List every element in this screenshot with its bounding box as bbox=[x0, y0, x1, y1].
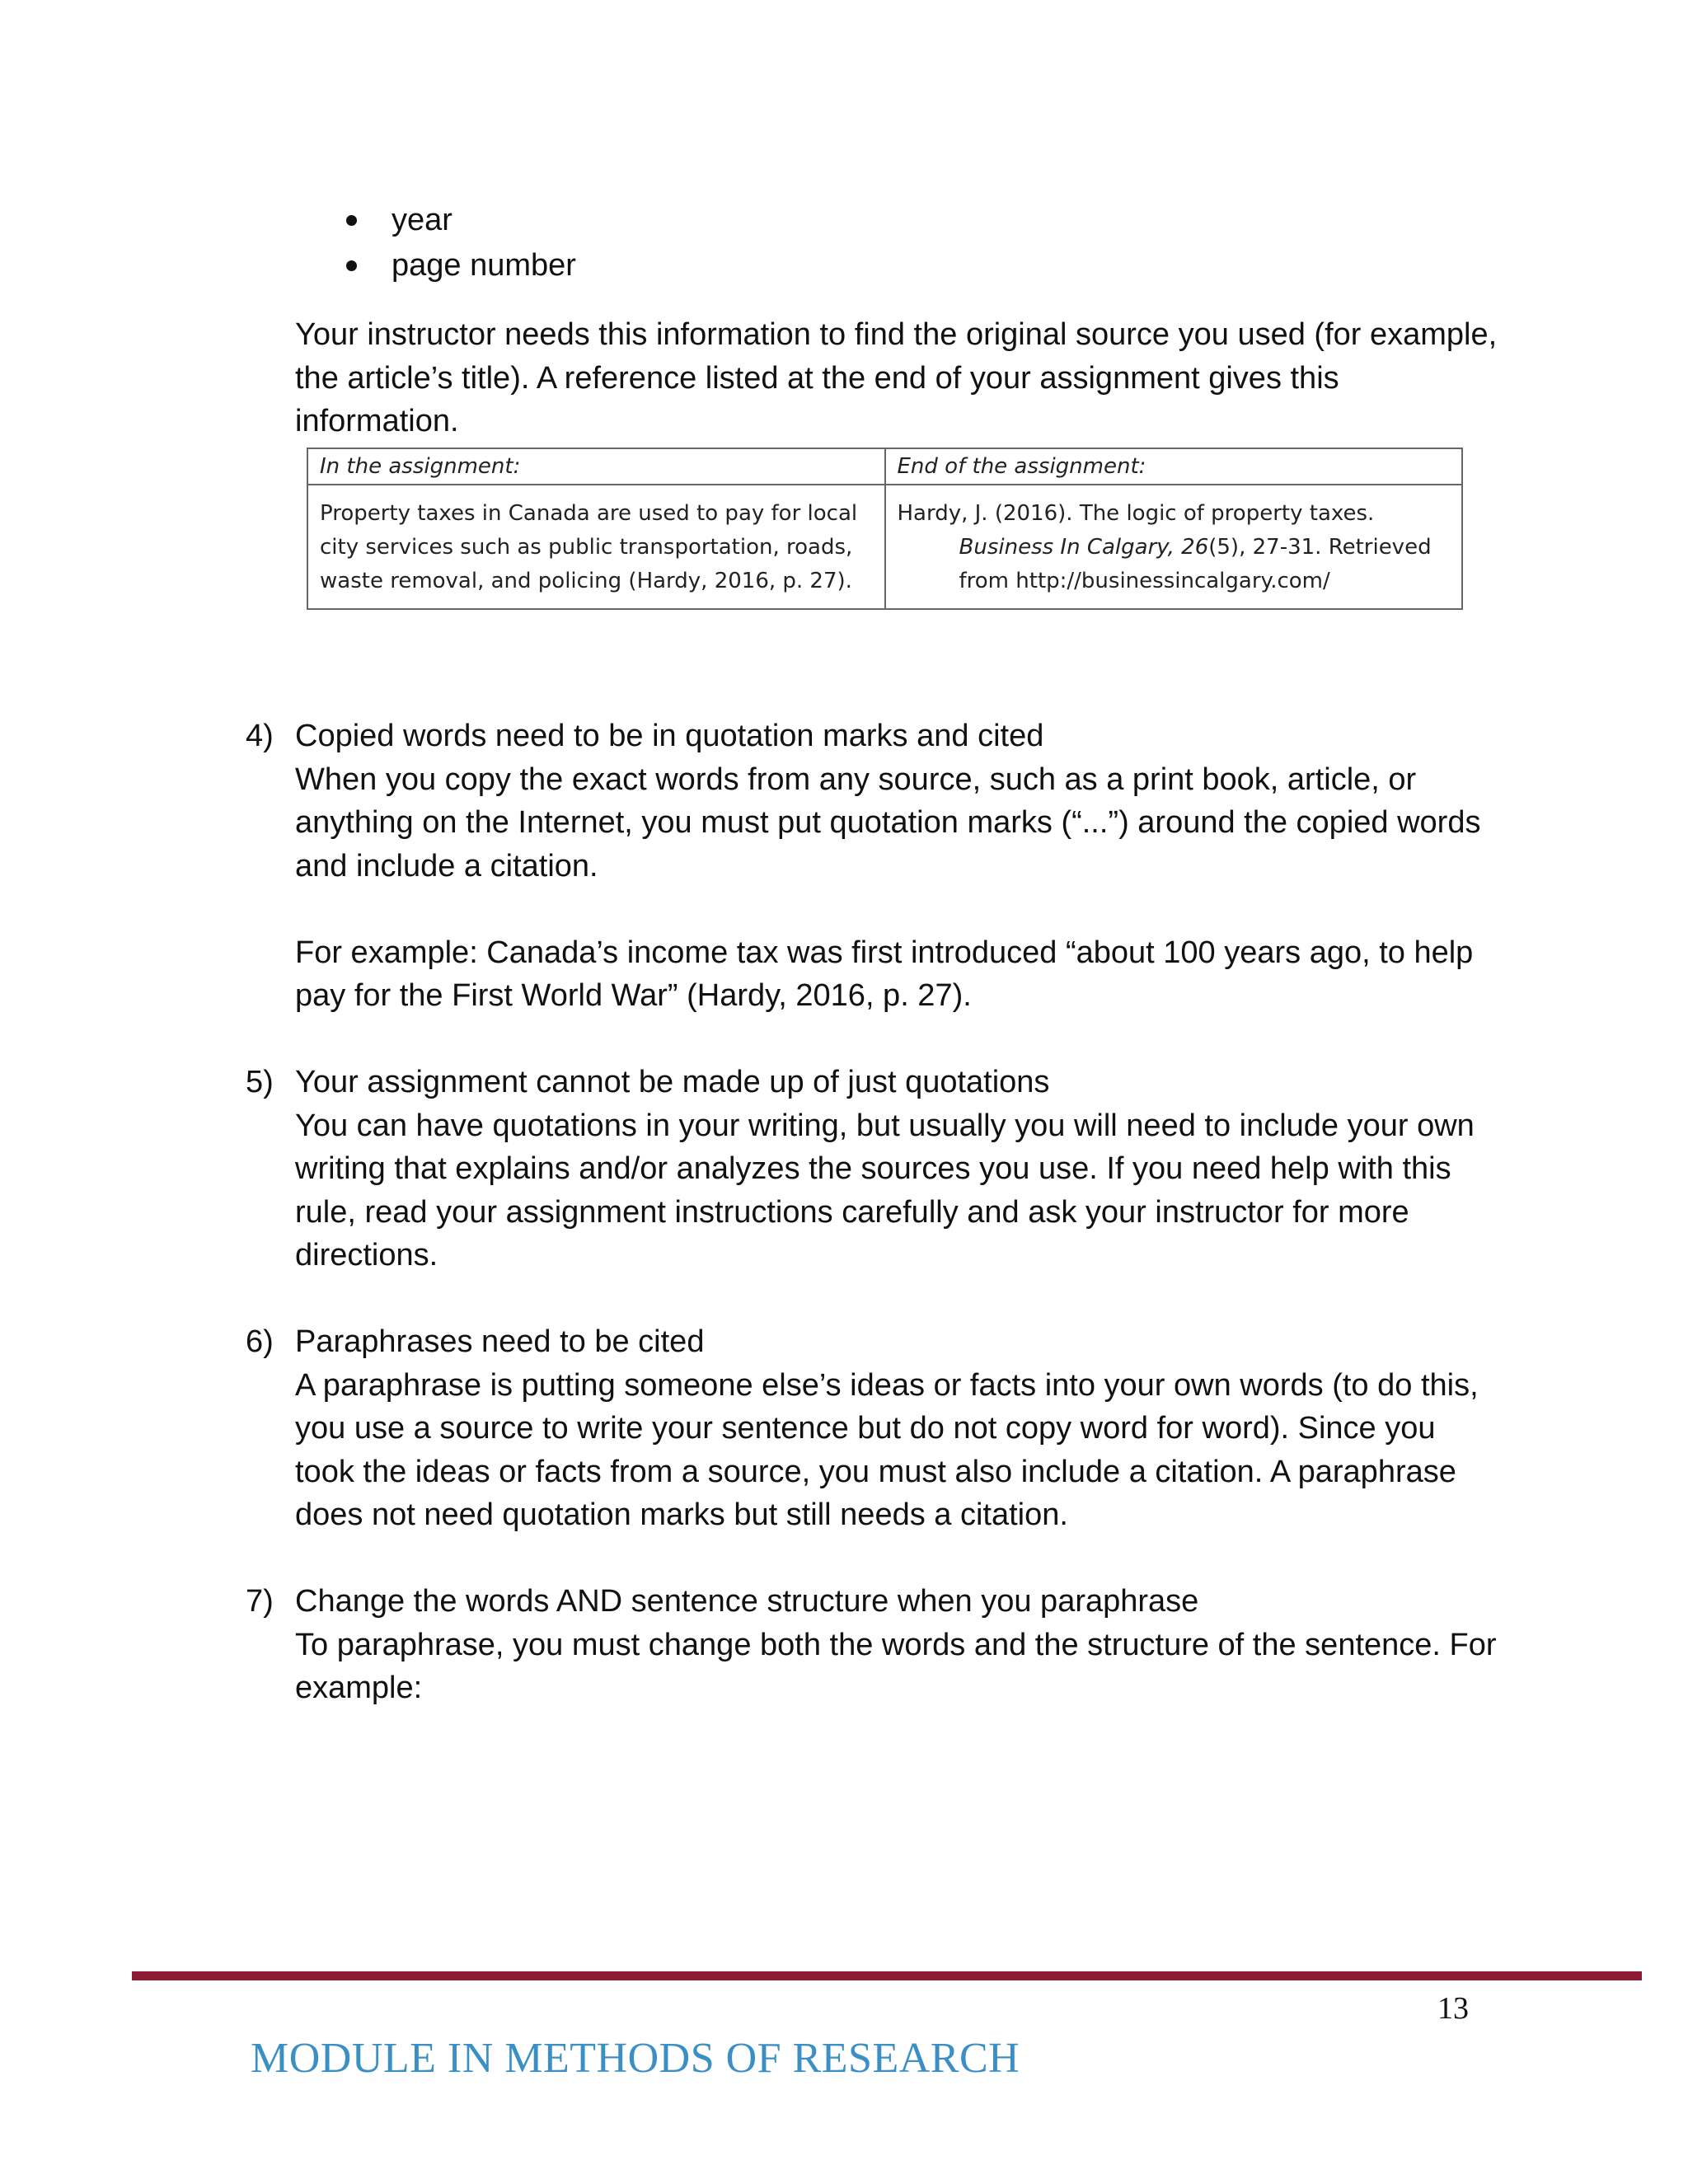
rule-item-4 bbox=[246, 715, 1498, 1018]
item-body: When you copy the exact words from any source, such as a print book, article, or anything on the Internet, you must put quotation marks (“...”) around the copied words and include a citation. bbox=[295, 762, 1481, 883]
item-title: Change the words AND sentence structure when you paraphrase bbox=[295, 1584, 1199, 1619]
table-header-assignment: In the assignment: bbox=[307, 448, 885, 485]
bullet-item: year bbox=[346, 198, 576, 243]
table-cell-in-text-citation: Property taxes in Canada are used to pay for local city services such as public transportation, roads, waste removal, and policing (Hardy, 2016, p. 27). bbox=[307, 485, 885, 609]
item-number: 6) bbox=[246, 1324, 274, 1359]
rule-item-7 bbox=[246, 1580, 1498, 1710]
rule-item-5 bbox=[246, 1061, 1498, 1277]
footer-divider bbox=[132, 1971, 1642, 1980]
item-number: 4) bbox=[246, 719, 274, 753]
journal-title: Business In Calgary, 26 bbox=[959, 535, 1209, 560]
table-header-end: End of the assignment: bbox=[885, 448, 1463, 485]
item-number: 7) bbox=[246, 1584, 274, 1619]
item-body: You can have quotations in your writing, but usually you will need to include your own writing that explains and/or analyzes the sources you use. If you need help with this rule, read your assignment instructions carefully and ask your instructor for more directions. bbox=[295, 1108, 1475, 1272]
footer-module-title: MODULE IN METHODS OF RESEARCH bbox=[251, 2035, 1020, 2082]
table-cell-reference bbox=[885, 485, 1463, 609]
bullet-item: page number bbox=[346, 243, 576, 288]
intro-paragraph: Your instructor needs this information to find the original source you used (for example, the article’s title). A reference listed at the end of your assignment gives this information. bbox=[295, 317, 1498, 438]
item-title: Your assignment cannot be made up of just quotations bbox=[295, 1065, 1050, 1099]
citation-example-table bbox=[307, 448, 1463, 610]
page-number: 13 bbox=[1437, 1991, 1469, 2026]
reference-entry: Hardy, J. (2016). The logic of property taxes. Business In Calgary, 26(5), 27-31. Retrieved from http://businessincalgary.com/ bbox=[897, 501, 1432, 593]
item-body: A paraphrase is putting someone else’s ideas or facts into your own words (to do this, you use a source to write your sentence but do not copy word for word). Since you took the ideas or facts from a source, you must also include a citation. A paraphrase does not need quotation marks but still needs a citation. bbox=[295, 1367, 1479, 1532]
item-body: To paraphrase, you must change both the words and the structure of the sentence. For example: bbox=[295, 1627, 1497, 1705]
bullet-list bbox=[346, 198, 576, 288]
item-number: 5) bbox=[246, 1065, 274, 1099]
bullet-icon bbox=[346, 260, 357, 271]
item-title: Copied words need to be in quotation marks and cited bbox=[295, 719, 1044, 753]
item-title: Paraphrases need to be cited bbox=[295, 1324, 705, 1359]
bullet-icon bbox=[346, 215, 357, 226]
rule-item-6 bbox=[246, 1320, 1498, 1537]
item-example: For example: Canada’s income tax was first introduced “about 100 years ago, to help pay for the First World War” (Hardy, 2016, p. 27). bbox=[295, 935, 1474, 1013]
